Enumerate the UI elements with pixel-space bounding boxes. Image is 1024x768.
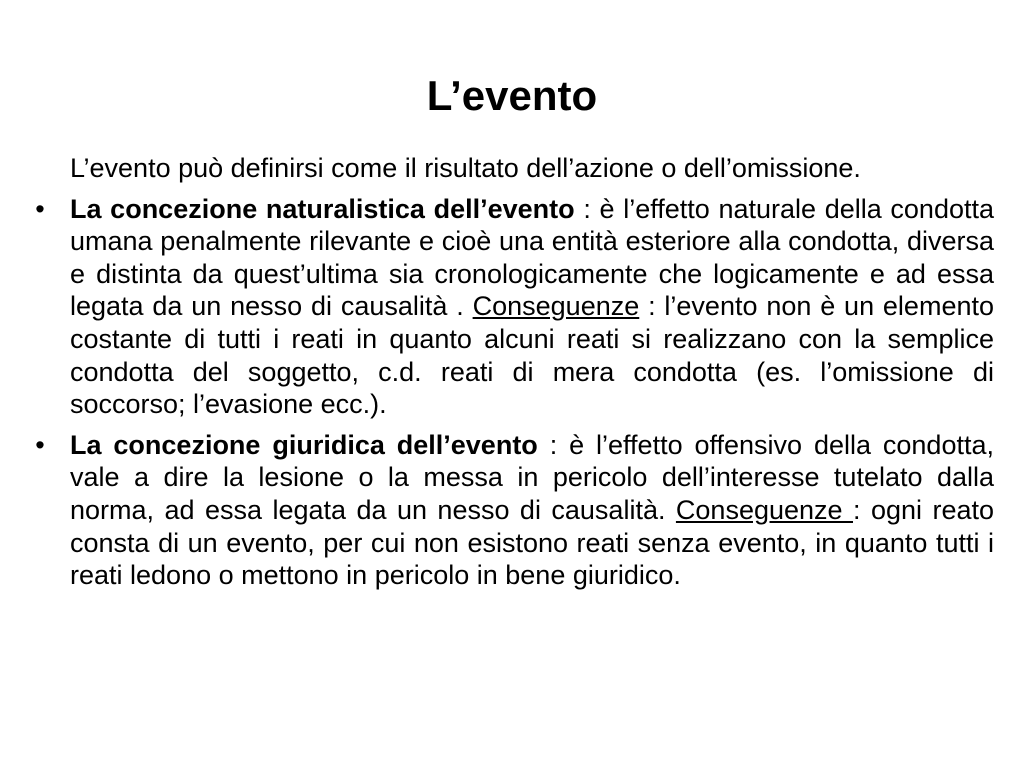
bullet-lead-text: La concezione giuridica dell’evento xyxy=(70,429,538,460)
bullet-body-text: : è l’effetto naturale della condotta umana penalmente rilevante e cioè una entità esteriore alla condotta, diversa e distinta da quest’ultima sia cronologicamente che logicamente e ad essa legata da un nesso di causalità . xyxy=(70,193,994,322)
bullet-list xyxy=(35,193,994,592)
slide-title: L’evento xyxy=(426,72,598,119)
underlined-term: Conseguenze xyxy=(472,291,640,322)
underlined-term: Conseguenze xyxy=(675,494,853,525)
bullet-body-text-continued: : l’evento non è un elemento costante di tutti i reati in quanto alcuni reati si realizzano con la semplice condotta del soggetto, c.d. reati di mera condotta (es. l’omissione di soccorso; l’evasione ecc.). xyxy=(70,291,994,420)
bullet-item-naturalistica xyxy=(35,193,994,421)
bullet-lead-text: La concezione naturalistica dell’evento xyxy=(70,193,575,224)
bullet-icon: • xyxy=(35,429,45,460)
bullet-body-text-continued: : ogni reato consta di un evento, per cui non esistono reati senza evento, in quanto tutti i reati ledono o mettono in pericolo in bene giuridico. xyxy=(70,494,994,591)
bullet-item-giuridica xyxy=(35,429,994,592)
bullet-icon: • xyxy=(35,193,45,224)
bullet-body-text: : è l’effetto offensivo della condotta, vale a dire la lesione o la messa in pericolo dell’interesse tutelato dalla norma, ad essa legata da un nesso di causalità. xyxy=(70,429,994,525)
slide-body xyxy=(35,152,994,600)
intro-paragraph: L’evento può definirsi come il risultato dell’azione o dell’omissione. xyxy=(70,153,861,183)
